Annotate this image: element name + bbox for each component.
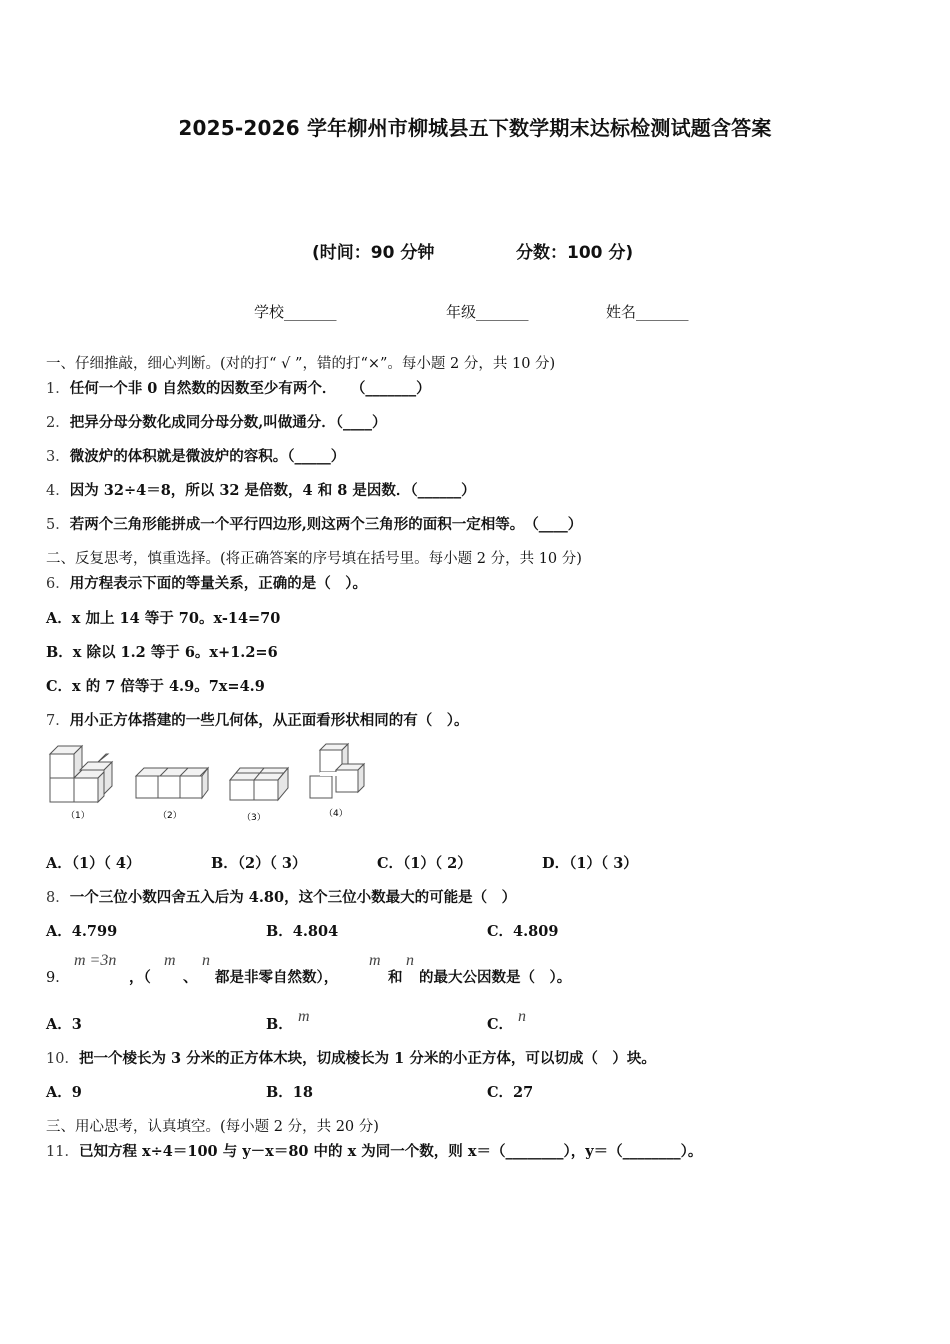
question-number: 7．: [46, 713, 70, 729]
question-text: 任何一个非 0 自然数的因数至少有两个． （_______）: [69, 380, 431, 397]
q9-option-c: C．: [487, 1016, 514, 1033]
question-number: 4．: [46, 483, 70, 499]
q9-option-b: B．: [266, 1016, 293, 1033]
question-number: 10．: [46, 1051, 79, 1067]
q9-option-c-var: n: [518, 1008, 526, 1025]
question-text: 若两个三角形能拼成一个平行四边形,则这两个三角形的面积一定相等。 （____）: [69, 516, 583, 533]
q7-option-c: C．（1）（ 2）: [377, 855, 472, 872]
q8-option-c: C．4.809: [487, 923, 559, 940]
q9-var-m-2: m: [369, 952, 381, 969]
figure-4: [310, 744, 364, 819]
q6-option-b: B．x 除以 1.2 等于 6。x+1.2=6: [46, 644, 278, 661]
caption-1: （1）: [66, 811, 90, 821]
section-3-header: 三、用心思考，认真填空。(每小题 2 分，共 20 分): [46, 1119, 379, 1135]
figure-3: [230, 768, 288, 823]
q10-option-a: A．9: [46, 1084, 82, 1101]
question-number: 2．: [46, 415, 70, 431]
q9-text-2: 都是非零自然数），: [215, 969, 339, 986]
q9-var-n-2: n: [406, 952, 414, 969]
question-number: 1．: [46, 381, 70, 397]
question-11: [46, 1140, 702, 1161]
section-1-header: 一、仔细推敲，细心判断。(对的打“ √ ”，错的打“×”。每小题 2 分，共 10 分): [46, 356, 556, 372]
q10-option-c: C．27: [487, 1084, 534, 1101]
q8-option-a: A．4.799: [46, 923, 118, 940]
question-3: [46, 445, 345, 466]
figure-1: [50, 746, 112, 821]
question-number: 5．: [46, 517, 70, 533]
school-field: 学校_______: [254, 303, 337, 321]
question-number: 8．: [46, 890, 70, 906]
question-7: [46, 709, 468, 730]
question-text: 把异分母分数化成同分母分数,叫做通分．（____）: [69, 414, 387, 431]
q9-option-a: A．3: [46, 1016, 82, 1033]
question-4: [46, 479, 476, 500]
q7-option-d: D．（1）（ 3）: [542, 855, 638, 872]
grade-field: 年级_______: [446, 303, 529, 321]
q9-text-1: ，（: [129, 969, 151, 986]
caption-2: （2）: [158, 811, 182, 821]
question-text: 已知方程 x÷4＝100 与 y－x＝80 中的 x 为同一个数，则 x＝（________），y＝（________）。: [78, 1143, 703, 1160]
q9-option-b-var: m: [298, 1008, 310, 1025]
q9-text-3: 的最大公因数是（ ）。: [419, 969, 572, 986]
question-8: [46, 886, 516, 907]
caption-3: （3）: [242, 813, 266, 823]
section-2-header: 二、反复思考，慎重选择。(将正确答案的序号填在括号里。每小题 2 分，共 10 分): [46, 551, 582, 567]
q7-option-a: A．（1）（ 4）: [46, 855, 141, 872]
q9-var-m: m: [164, 952, 176, 969]
question-5: [46, 513, 582, 534]
question-2: [46, 411, 387, 432]
exam-score: 分数：100 分): [516, 243, 634, 263]
question-number: 3．: [46, 449, 70, 465]
cube-figures: [44, 740, 384, 825]
exam-time: (时间：90 分钟: [312, 243, 435, 263]
question-10: [46, 1047, 656, 1068]
caption-4: （4）: [324, 809, 348, 819]
q9-equation: m =3n: [74, 952, 117, 969]
question-1: [46, 377, 431, 398]
question-text: 因为 32÷4＝8，所以 32 是倍数，4 和 8 是因数．（______）: [69, 482, 476, 499]
question-number: 6．: [46, 576, 70, 592]
q9-and: 和: [388, 969, 403, 986]
question-text: 用方程表示下面的等量关系，正确的是（ ）。: [69, 575, 367, 592]
question-text: 把一个棱长为 3 分米的正方体木块，切成棱长为 1 分米的小正方体，可以切成（ ）块。: [78, 1050, 656, 1067]
q6-option-a: A．x 加上 14 等于 70。x-14=70: [46, 610, 281, 627]
question-6: [46, 572, 367, 593]
question-number: 11．: [46, 1144, 79, 1160]
q10-option-b: B．18: [266, 1084, 313, 1101]
q7-option-b: B．（2）（ 3）: [211, 855, 307, 872]
q9-var-n: n: [202, 952, 210, 969]
q9-number: 9．: [46, 970, 70, 986]
page-title: 2025-2026 学年柳州市柳城县五下数学期末达标检测试题含答案: [178, 116, 772, 140]
name-field: 姓名_______: [606, 303, 689, 321]
q6-option-c: C．x 的 7 倍等于 4.9。7x=4.9: [46, 678, 265, 695]
q9-separator: 、: [183, 969, 198, 986]
question-text: 用小正方体搭建的一些几何体，从正面看形状相同的有（ ）。: [69, 712, 469, 729]
figure-2: [136, 768, 208, 821]
question-text: 微波炉的体积就是微波炉的容积。（_____）: [69, 448, 346, 465]
question-text: 一个三位小数四舍五入后为 4.80，这个三位小数最大的可能是（ ）: [69, 889, 517, 906]
q8-option-b: B．4.804: [266, 923, 339, 940]
